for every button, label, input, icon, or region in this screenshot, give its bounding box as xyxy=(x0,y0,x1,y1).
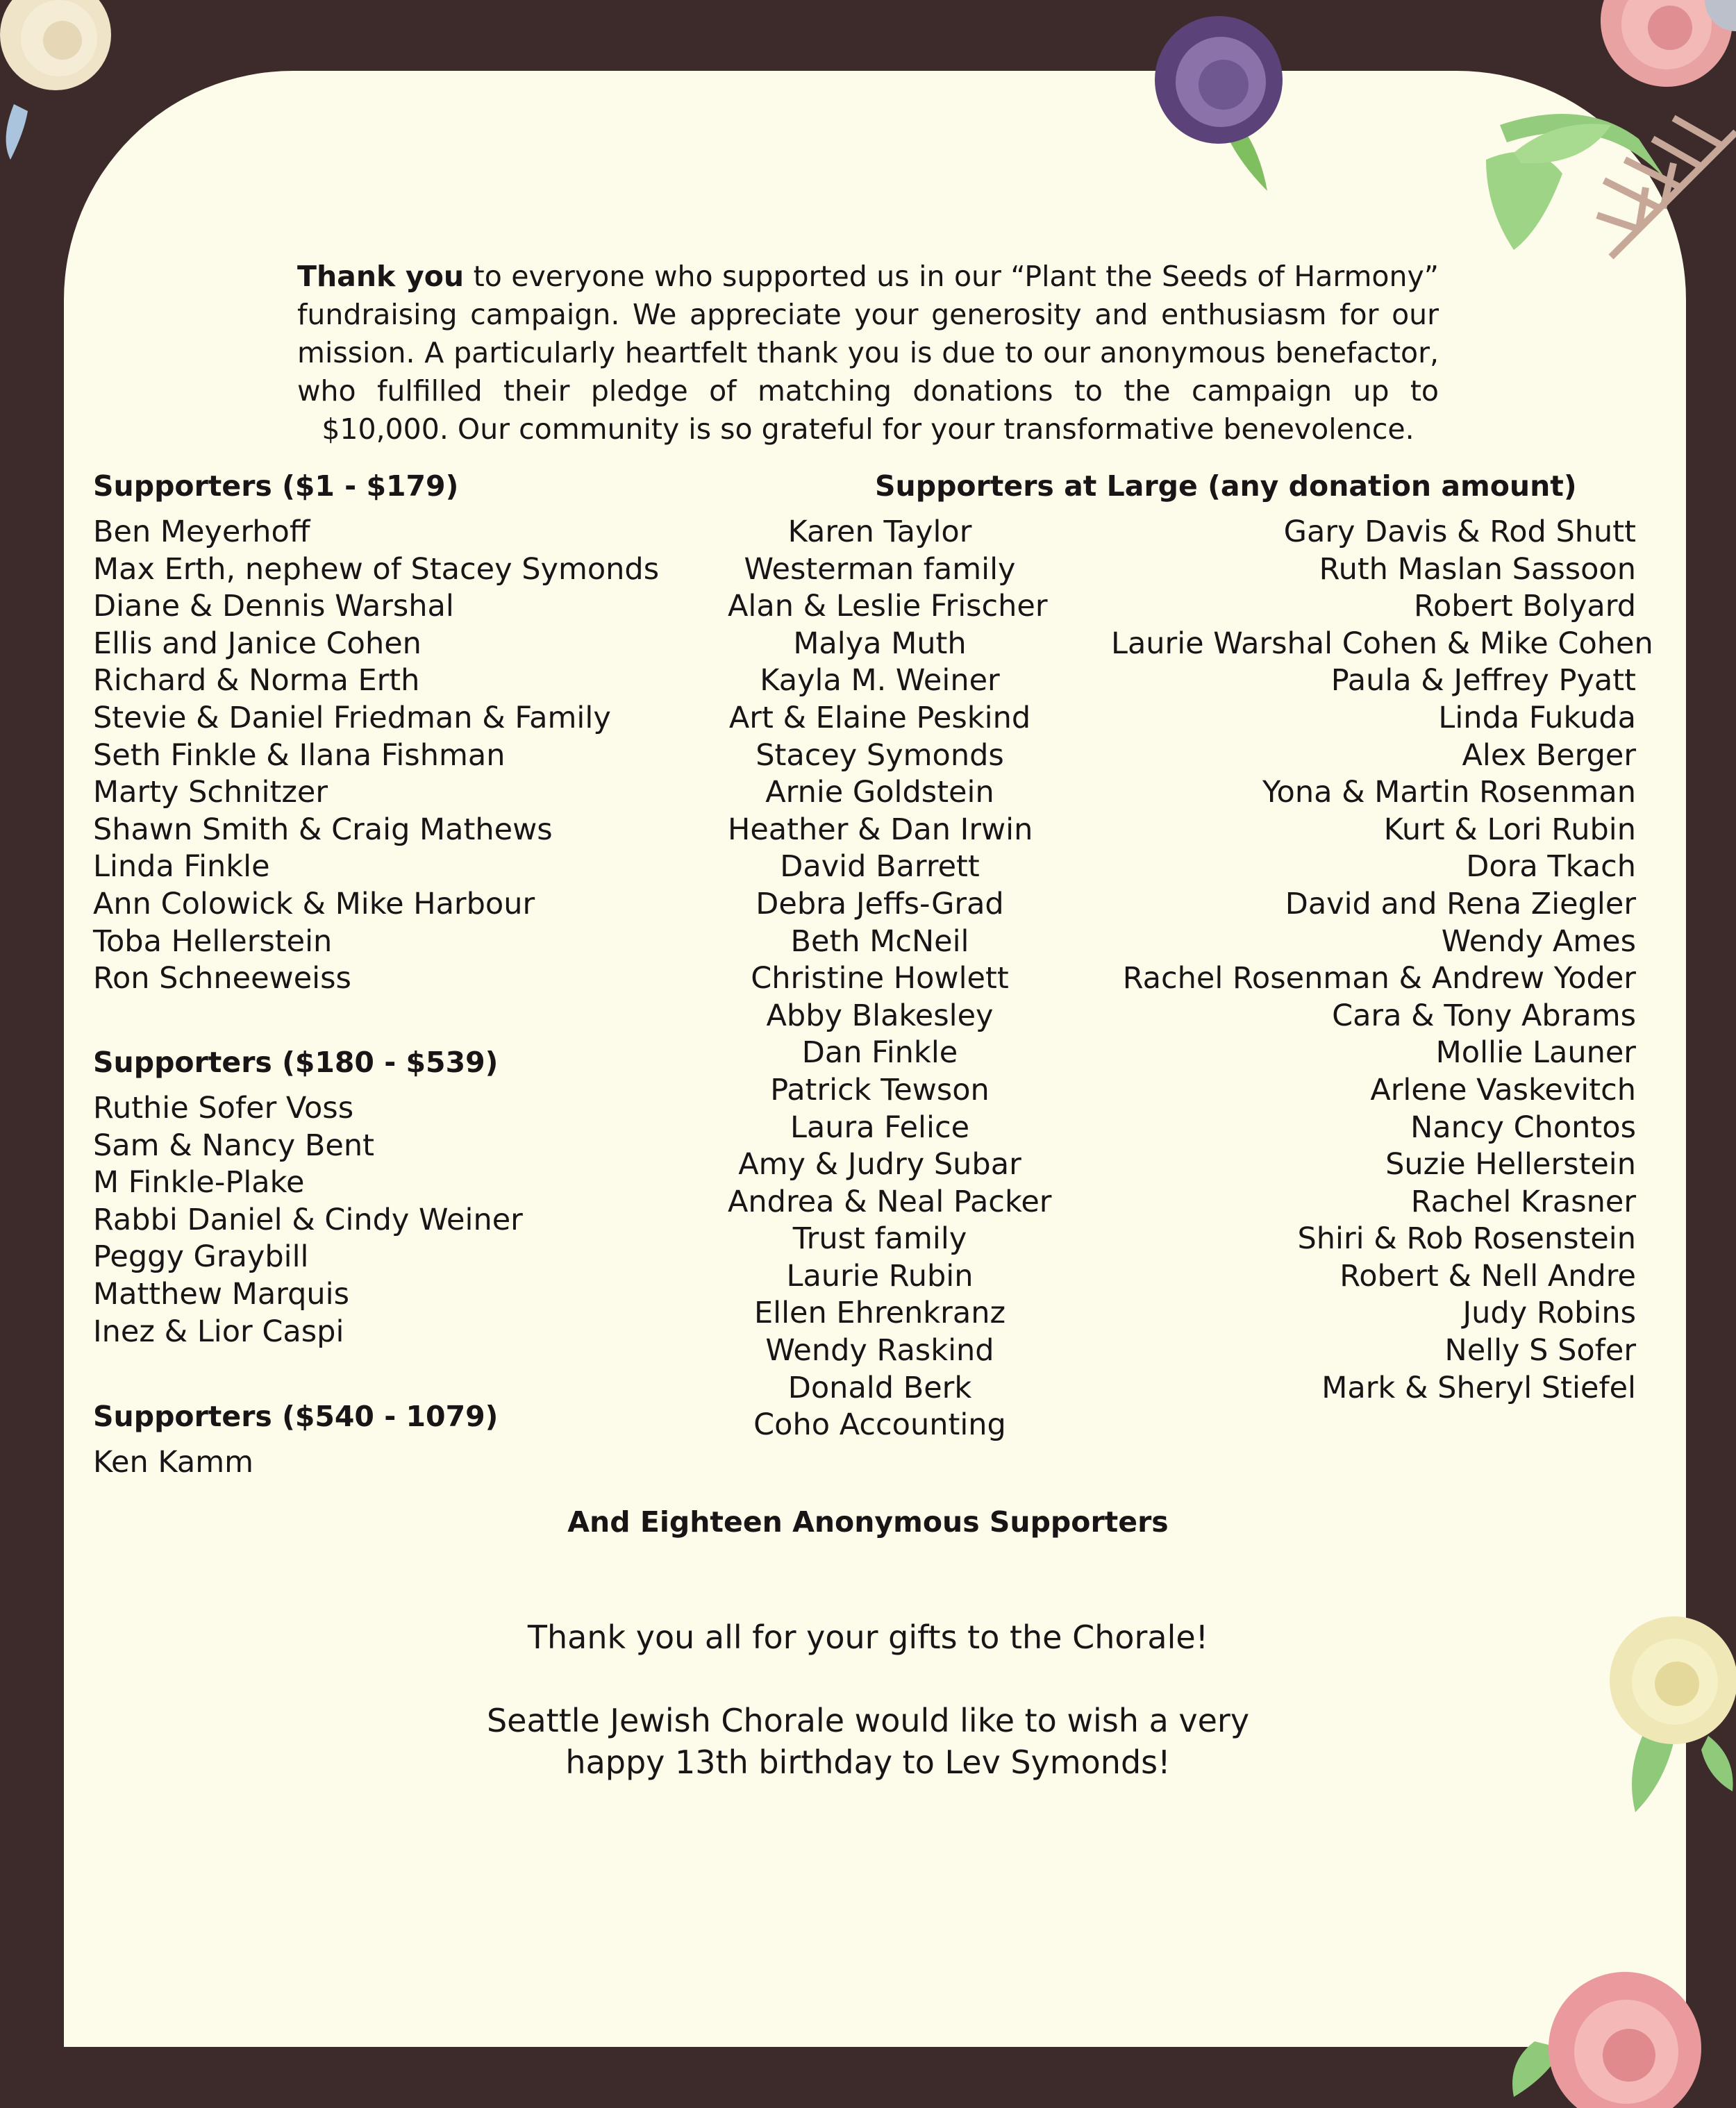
supporter-name: Rachel Rosenman & Andrew Yoder xyxy=(1122,961,1636,996)
supporter-name: Shiri & Rob Rosenstein xyxy=(1297,1221,1636,1257)
supporter-name: Yona & Martin Rosenman xyxy=(1262,775,1636,810)
supporter-name: Laurie Rubin xyxy=(786,1258,974,1294)
supporter-name: Max Erth, nephew of Stacey Symonds xyxy=(93,551,660,587)
supporter-name: Karen Taylor xyxy=(787,515,972,549)
supporter-name: Mark & Sheryl Stiefel xyxy=(1321,1370,1636,1405)
supporter-name: Ruth Maslan Sassoon xyxy=(1319,551,1636,587)
supporter-name: Cara & Tony Abrams xyxy=(1332,998,1636,1033)
supporter-name: Diane & Dennis Warshal xyxy=(93,589,454,624)
supporter-name: Laura Felice xyxy=(790,1110,970,1145)
supporter-name: Rachel Krasner xyxy=(1410,1184,1636,1219)
cream-rose-top-left-icon xyxy=(0,0,132,181)
supporter-name: Rabbi Daniel & Cindy Weiner xyxy=(93,1202,523,1237)
supporter-name: Robert & Nell Andre xyxy=(1339,1258,1636,1294)
supporter-name: Paula & Jeffrey Pyatt xyxy=(1330,663,1636,699)
supporter-name: Laurie Warshal Cohen & Mike Cohen xyxy=(1111,626,1653,661)
closing-line-3: happy 13th birthday to Lev Symonds! xyxy=(565,1743,1171,1781)
supporter-name: Peggy Graybill xyxy=(93,1239,309,1275)
supporter-name: Wendy Raskind xyxy=(765,1333,994,1369)
supporter-name: Westerman family xyxy=(744,551,1016,587)
supporter-name: Alan & Leslie Frischer xyxy=(728,589,1048,624)
supporter-name: Debra Jeffs-Grad xyxy=(756,886,1004,921)
at-large-heading: Supporters at Large (any donation amount) xyxy=(875,469,1577,503)
intro-paragraph xyxy=(297,258,1439,449)
supporter-name: Arnie Goldstein xyxy=(765,775,994,810)
supporter-name: Toba Hellerstein xyxy=(93,923,333,959)
supporter-name: Ellis and Janice Cohen xyxy=(93,626,422,661)
closing-line-2: Seattle Jewish Chorale would like to wish a very xyxy=(486,1702,1250,1739)
supporter-name: Suzie Hellerstein xyxy=(1385,1147,1636,1182)
purple-rose-icon xyxy=(1139,7,1299,194)
tier-1-heading: Supporters ($1 - $179) xyxy=(93,469,459,503)
supporter-name: Wendy Ames xyxy=(1441,923,1636,959)
supporter-name: Alex Berger xyxy=(1462,737,1636,773)
tier-2-list xyxy=(93,1090,523,1350)
tier-1-list xyxy=(93,514,659,998)
at-large-right-list xyxy=(1111,514,1653,1407)
supporter-name: Gary Davis & Rod Shutt xyxy=(1283,515,1636,549)
closing-message xyxy=(0,1616,1736,1783)
at-large-center-list xyxy=(728,514,1052,1444)
supporter-name: Ron Schneeweiss xyxy=(93,961,351,996)
supporter-name: Donald Berk xyxy=(787,1370,972,1405)
supporter-name: David and Rena Ziegler xyxy=(1285,886,1636,921)
supporter-name: Beth McNeil xyxy=(790,923,969,959)
tier-3-heading: Supporters ($540 - 1079) xyxy=(93,1400,499,1433)
supporter-name: Marty Schnitzer xyxy=(93,775,328,810)
supporter-name: Ken Kamm xyxy=(93,1445,253,1480)
supporter-name: Matthew Marquis xyxy=(93,1276,349,1312)
closing-line-1: Thank you all for your gifts to the Chorale! xyxy=(527,1618,1209,1656)
supporter-name: Malya Muth xyxy=(793,626,967,661)
supporter-name: Coho Accounting xyxy=(753,1407,1006,1443)
supporter-name: Ann Colowick & Mike Harbour xyxy=(93,886,535,921)
supporter-name: Kayla M. Weiner xyxy=(760,663,1000,699)
supporter-name: Christine Howlett xyxy=(751,961,1009,996)
supporter-name: Richard & Norma Erth xyxy=(93,663,420,699)
supporter-name: Robert Bolyard xyxy=(1414,589,1636,624)
supporter-name: Nelly S Sofer xyxy=(1444,1333,1636,1369)
supporter-name: Abby Blakesley xyxy=(766,998,994,1033)
supporter-name: Patrick Tewson xyxy=(770,1072,990,1107)
supporter-name: Arlene Vaskevitch xyxy=(1370,1072,1636,1107)
supporter-name: Judy Robins xyxy=(1462,1296,1636,1331)
anonymous-supporters: And Eighteen Anonymous Supporters xyxy=(567,1505,1169,1539)
supporter-name: Seth Finkle & Ilana Fishman xyxy=(93,737,506,773)
supporter-name: Inez & Lior Caspi xyxy=(93,1314,344,1349)
supporter-name: Linda Finkle xyxy=(93,849,270,885)
supporter-name: Dan Finkle xyxy=(801,1035,958,1071)
supporter-name: Dora Tkach xyxy=(1466,849,1636,885)
supporter-name: Amy & Judry Subar xyxy=(738,1147,1021,1182)
supporter-name: Shawn Smith & Craig Mathews xyxy=(93,812,553,847)
supporter-name: Sam & Nancy Bent xyxy=(93,1128,374,1163)
supporter-name: Andrea & Neal Packer xyxy=(728,1184,1052,1219)
supporter-name: Mollie Launer xyxy=(1435,1035,1636,1071)
supporter-name: Ruthie Sofer Voss xyxy=(93,1091,354,1126)
supporter-name: Art & Elaine Peskind xyxy=(728,700,1031,735)
supporter-name: Ellen Ehrenkranz xyxy=(753,1296,1006,1331)
tier-2-heading: Supporters ($180 - $539) xyxy=(93,1046,499,1079)
intro-lead: Thank you xyxy=(297,260,465,293)
supporter-name: Nancy Chontos xyxy=(1410,1110,1636,1145)
supporter-name: David Barrett xyxy=(780,849,980,885)
pink-rose-bottom-right-icon xyxy=(1507,1958,1736,2108)
supporter-name: Stevie & Daniel Friedman & Family xyxy=(93,700,611,735)
supporter-name: Linda Fukuda xyxy=(1438,700,1636,735)
supporter-name: Stacey Symonds xyxy=(756,737,1004,773)
supporter-name: Trust family xyxy=(792,1221,967,1257)
tier-3-list xyxy=(93,1444,253,1482)
supporter-name: M Finkle-Plake xyxy=(93,1165,305,1201)
pink-rose-top-right-icon xyxy=(1562,0,1736,111)
intro-text: to everyone who supported us in our “Plant the Seeds of Harmony” fundraising campaign. We appreciate your generosity and enthusiasm for our mission. A particularly heartfelt thank you is due to our anonymous benefactor, who fulfilled their pledge of matching donations to the campaign up to $10,000. Our community is so grateful for your transformative benevolence. xyxy=(297,260,1439,446)
supporter-name: Ben Meyerhoff xyxy=(93,515,310,549)
supporter-name: Heather & Dan Irwin xyxy=(728,812,1033,847)
supporter-name: Kurt & Lori Rubin xyxy=(1383,812,1636,847)
